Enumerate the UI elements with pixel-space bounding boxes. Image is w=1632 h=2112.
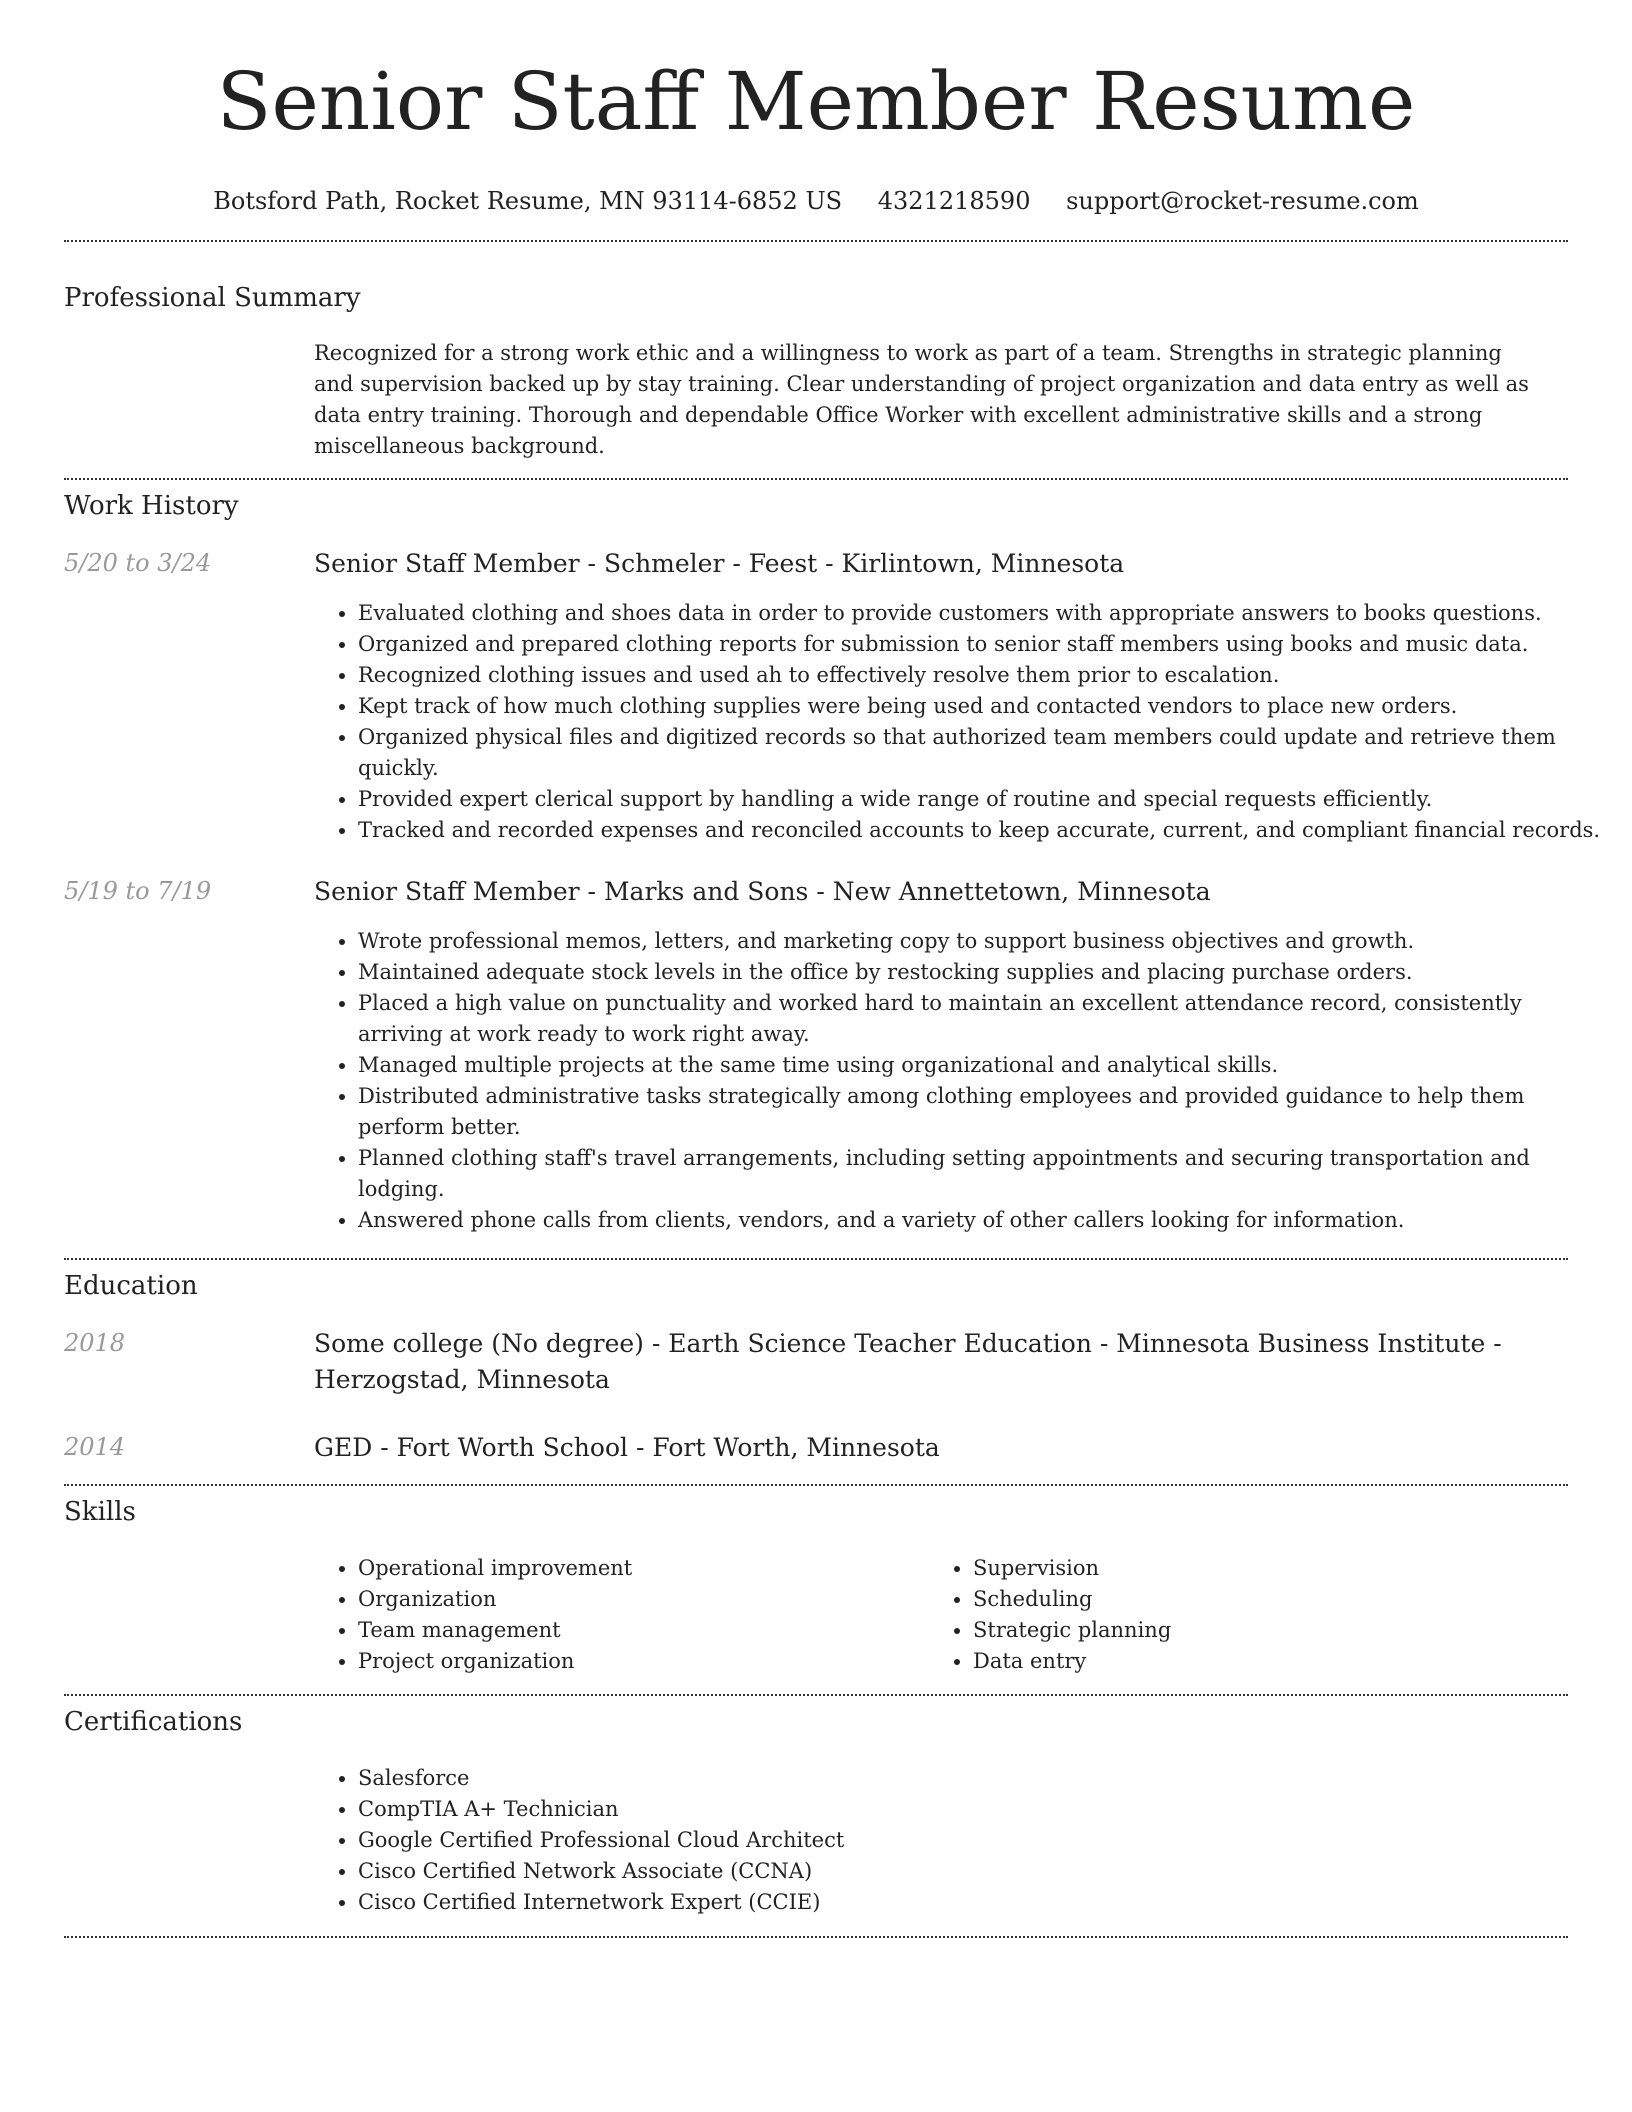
certifications-list xyxy=(314,1763,1608,1918)
certification-item: • Cisco Certified Internetwork Expert (CCIE) xyxy=(358,1887,1608,1918)
job-bullets xyxy=(314,598,1608,846)
section-heading-education: Education xyxy=(64,1271,198,1301)
education-year: 2014 xyxy=(64,1433,126,1461)
job-bullet: • Answered phone calls from clients, vendors, and a variety of other callers looking for information. xyxy=(358,1205,1608,1236)
job-title: Senior Staff Member - Marks and Sons - New Annettetown, Minnesota xyxy=(314,877,1211,906)
skills-list-left xyxy=(314,1553,918,1677)
certification-item: • Cisco Certified Network Associate (CCNA) xyxy=(358,1856,1608,1887)
divider xyxy=(64,1694,1568,1696)
divider xyxy=(64,1484,1568,1486)
job-dates: 5/19 to 7/19 xyxy=(64,877,212,905)
skills-list-right xyxy=(929,1553,1533,1677)
skill-item: • Project organization xyxy=(358,1646,918,1677)
job-bullet: • Kept track of how much clothing supplies were being used and contacted vendors to place new orders. xyxy=(358,691,1608,722)
resume-title: Senior Staff Member Resume xyxy=(216,55,1416,148)
job-bullet: • Placed a high value on punctuality and worked hard to maintain an excellent attendance record, consistently arriving at work ready to work right away. xyxy=(358,988,1608,1050)
job-title: Senior Staff Member - Schmeler - Feest - Kirlintown, Minnesota xyxy=(314,549,1125,578)
skill-item: • Team management xyxy=(358,1615,918,1646)
job-bullet: • Wrote professional memos, letters, and marketing copy to support business objectives and growth. xyxy=(358,926,1608,957)
contact-phone: 4321218590 xyxy=(877,187,1031,215)
education-year: 2018 xyxy=(64,1329,126,1357)
skill-item: • Data entry xyxy=(973,1646,1533,1677)
skill-item: • Organization xyxy=(358,1584,918,1615)
skill-item: • Operational improvement xyxy=(358,1553,918,1584)
certification-item: • CompTIA A+ Technician xyxy=(358,1794,1608,1825)
summary-text: Recognized for a strong work ethic and a willingness to work as part of a team. Strengths in strategic planning and supervision backed up by stay training. Clear understanding of project organization and data entry as well as data entry training. Thorough and dependable Office Worker with excellent administrative skills and a strong miscellaneous background. xyxy=(314,341,1529,458)
section-heading-summary: Professional Summary xyxy=(64,283,361,313)
section-heading-work: Work History xyxy=(64,491,239,521)
section-heading-skills: Skills xyxy=(64,1497,136,1527)
job-bullet: • Recognized clothing issues and used ah to effectively resolve them prior to escalation. xyxy=(358,660,1608,691)
skill-item: • Supervision xyxy=(973,1553,1533,1584)
job-bullet: • Maintained adequate stock levels in the office by restocking supplies and placing purchase orders. xyxy=(358,957,1608,988)
contact-line xyxy=(0,186,1632,216)
job-bullet: • Distributed administrative tasks strategically among clothing employees and provided guidance to help them perform better. xyxy=(358,1081,1608,1143)
contact-email: support@rocket-resume.com xyxy=(1066,187,1419,215)
job-bullet: • Organized physical files and digitized records so that authorized team members could update and retrieve them quickly. xyxy=(358,722,1608,784)
job-bullets xyxy=(314,926,1608,1236)
job-dates: 5/20 to 3/24 xyxy=(64,549,212,577)
divider xyxy=(64,240,1568,242)
education-entry: GED - Fort Worth School - Fort Worth, Minnesota xyxy=(314,1433,940,1462)
certification-item: • Google Certified Professional Cloud Architect xyxy=(358,1825,1608,1856)
job-bullet: • Provided expert clerical support by handling a wide range of routine and special requests efficiently. xyxy=(358,784,1608,815)
contact-address: Botsford Path, Rocket Resume, MN 93114-6852 US xyxy=(213,187,843,215)
divider xyxy=(64,1936,1568,1938)
skill-item: • Scheduling xyxy=(973,1584,1533,1615)
divider xyxy=(64,1258,1568,1260)
certification-item: • Salesforce xyxy=(358,1763,1608,1794)
job-bullet: • Managed multiple projects at the same time using organizational and analytical skills. xyxy=(358,1050,1608,1081)
job-bullet: • Tracked and recorded expenses and reconciled accounts to keep accurate, current, and compliant financial records. xyxy=(358,815,1608,846)
divider xyxy=(64,478,1568,480)
skill-item: • Strategic planning xyxy=(973,1615,1533,1646)
job-bullet: • Organized and prepared clothing reports for submission to senior staff members using books and music data. xyxy=(358,629,1608,660)
education-entry: Some college (No degree) - Earth Science Teacher Education - Minnesota Business Institute - Herzogstad, Minnesota xyxy=(314,1329,1502,1394)
section-heading-certifications: Certifications xyxy=(64,1707,243,1737)
job-bullet: • Evaluated clothing and shoes data in order to provide customers with appropriate answers to books questions. xyxy=(358,598,1608,629)
job-bullet: • Planned clothing staff's travel arrangements, including setting appointments and securing transportation and lodging. xyxy=(358,1143,1608,1205)
